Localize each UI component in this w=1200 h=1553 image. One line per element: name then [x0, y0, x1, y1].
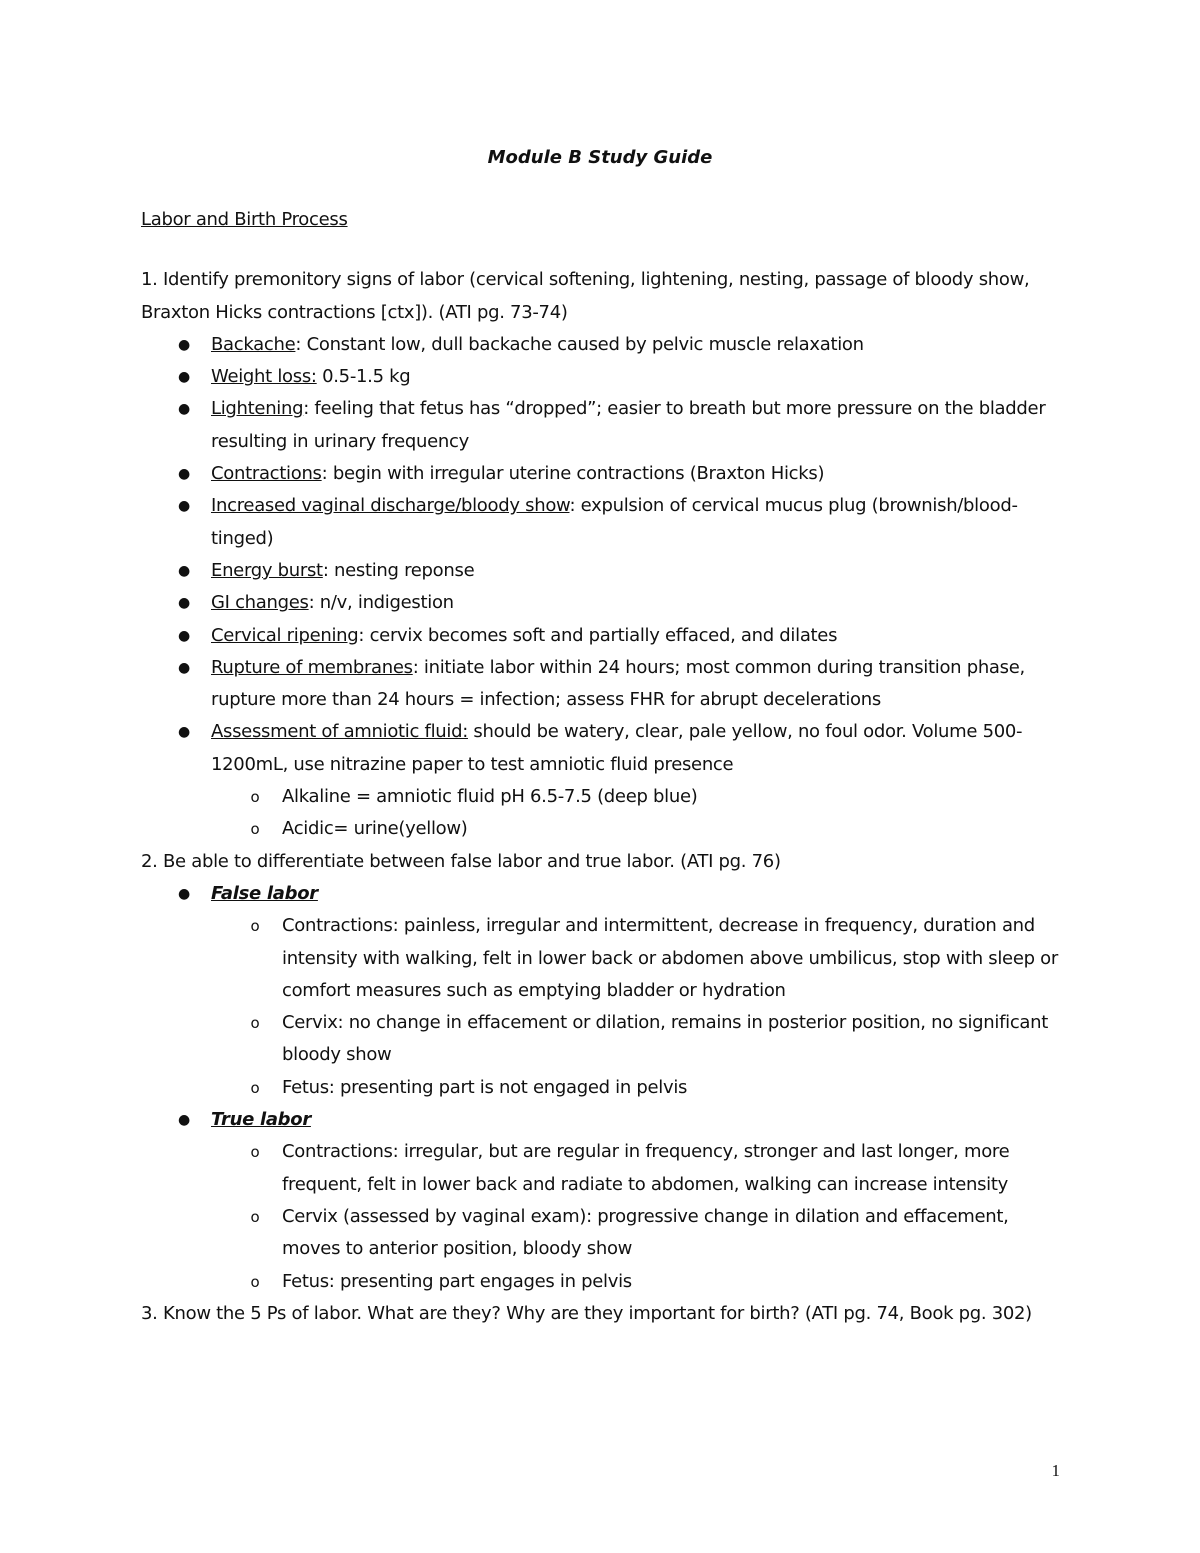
- circle-bullet-icon: o: [250, 1143, 260, 1162]
- circle-bullet-icon: o: [250, 917, 260, 936]
- bullet-icon: ●: [178, 498, 190, 515]
- question-1: 1. Identify premonitory signs of labor (cervical softening, lightening, nesting, passage of bloody show, Braxton Hicks contractions [ctx]). (ATI pg. 73-74): [141, 269, 1030, 323]
- item-text: n/v, indigestion: [314, 592, 454, 614]
- false-labor-label: False labor: [211, 882, 318, 904]
- document-title: Module B Study Guide: [487, 147, 713, 168]
- bullet-icon: ●: [178, 595, 190, 612]
- item-sep: :: [295, 333, 302, 355]
- item-sep: :: [303, 398, 310, 420]
- item-text: initiate labor within 24 hours; most common during transition phase, rupture more than 24 hours = infection; assess FHR for abrupt decelerations: [211, 656, 1025, 711]
- item-term: Lightening: [211, 398, 304, 420]
- sub-list-item: [141, 781, 1061, 813]
- item-text: 0.5-1.5 kg: [316, 366, 411, 388]
- true-labor-list: [211, 1136, 1061, 1297]
- section-heading: Labor and Birth Process: [141, 209, 348, 230]
- bullet-icon: ●: [178, 401, 190, 418]
- circle-bullet-icon: o: [250, 1207, 260, 1226]
- bullet-icon: ●: [178, 885, 190, 902]
- sub-list-item: [141, 1136, 1061, 1201]
- item-text: should be watery, clear, pale yellow, no foul odor. Volume 500-1200mL, use nitrazine paper to test amniotic fluid presence: [211, 721, 1023, 775]
- item-text: feeling that fetus has “dropped”; easier to breath but more pressure on the bladder resulting in urinary frequency: [211, 398, 1046, 452]
- sub-list-item: [141, 813, 1061, 845]
- item-term: Assessment of amniotic fluid:: [211, 721, 468, 743]
- sub-item-text: Contractions: irregular, but are regular in frequency, stronger and last longer, more frequent, felt in lower back and radiate to abdomen, walking can increase intensity: [282, 1141, 1010, 1195]
- bullet-icon: ●: [178, 562, 190, 579]
- item-term: Cervical ripening: [211, 624, 359, 646]
- sub-list-item: [141, 1007, 1061, 1072]
- circle-bullet-icon: o: [250, 788, 260, 807]
- item-text: Constant low, dull backache caused by pelvic muscle relaxation: [301, 333, 864, 355]
- true-labor-label: True labor: [211, 1109, 311, 1131]
- item-sep: :: [358, 624, 365, 646]
- list-item: [141, 329, 1061, 361]
- list-item: [141, 1104, 1061, 1298]
- page-number: 1: [1051, 1461, 1060, 1480]
- circle-bullet-icon: o: [250, 1272, 260, 1291]
- item-term: GI changes: [211, 592, 309, 614]
- list-item: [141, 587, 1061, 619]
- bullet-icon: ●: [178, 627, 190, 644]
- circle-bullet-icon: o: [250, 820, 260, 839]
- item-sep: :: [569, 495, 576, 517]
- sub-list-item: [141, 1266, 1061, 1298]
- sub-item-text: Cervix: no change in effacement or dilation, remains in posterior position, no significant bloody show: [282, 1012, 1049, 1066]
- bullet-icon: ●: [178, 369, 190, 386]
- list-item: [141, 393, 1061, 458]
- item-term: Contractions: [211, 463, 322, 485]
- circle-bullet-icon: o: [250, 1078, 260, 1097]
- list-item: [141, 490, 1061, 555]
- item-text: expulsion of cervical mucus plug (brownish/blood-tinged): [211, 495, 1018, 549]
- item-text: nesting reponse: [328, 559, 475, 581]
- list-item: [141, 620, 1061, 652]
- sub-list-item: [141, 1201, 1061, 1266]
- false-labor-list: [211, 910, 1061, 1104]
- list-item: [141, 555, 1061, 587]
- item-term: Rupture of membranes: [211, 656, 413, 678]
- item-text: begin with irregular uterine contractions (Braxton Hicks): [327, 463, 825, 485]
- sub-item-text: Alkaline = amniotic fluid pH 6.5-7.5 (deep blue): [282, 786, 698, 808]
- item-sep: :: [308, 592, 315, 614]
- premonitory-signs-list: [141, 329, 1061, 846]
- list-item: [141, 716, 1061, 845]
- question-2: 2. Be able to differentiate between false labor and true labor. (ATI pg. 76): [141, 850, 781, 872]
- sub-item-text: Cervix (assessed by vaginal exam): progressive change in dilation and effacement, moves to anterior position, bloody show: [282, 1205, 1009, 1260]
- item-sep: :: [322, 559, 329, 581]
- list-item: [141, 878, 1061, 1104]
- document-body: [141, 204, 1061, 1330]
- item-term: Weight loss:: [211, 366, 317, 388]
- list-item: [141, 458, 1061, 490]
- sub-list-item: [141, 910, 1061, 1007]
- item-term: Backache: [211, 333, 296, 355]
- sub-item-text: Fetus: presenting part is not engaged in pelvis: [282, 1076, 688, 1098]
- sub-item-text: Fetus: presenting part engages in pelvis: [282, 1270, 632, 1292]
- sub-item-text: Acidic= urine(yellow): [282, 818, 468, 840]
- item-text: cervix becomes soft and partially effaced, and dilates: [364, 624, 838, 646]
- item-sep: :: [321, 463, 328, 485]
- bullet-icon: ●: [178, 659, 190, 676]
- bullet-icon: ●: [178, 336, 190, 353]
- bullet-icon: ●: [178, 1112, 190, 1129]
- question-3: 3. Know the 5 Ps of labor. What are they? Why are they important for birth? (ATI pg. 74, Book pg. 302): [141, 1302, 1032, 1324]
- item-sep: :: [412, 656, 419, 678]
- circle-bullet-icon: o: [250, 1014, 260, 1033]
- item-term: Increased vaginal discharge/bloody show: [211, 495, 570, 517]
- labor-comparison-list: [141, 878, 1061, 1298]
- nitrazine-results-list: [211, 781, 1061, 846]
- sub-list-item: [141, 1072, 1061, 1104]
- bullet-icon: ●: [178, 466, 190, 483]
- list-item: [141, 652, 1061, 717]
- bullet-icon: ●: [178, 724, 190, 741]
- item-term: Energy burst: [211, 559, 323, 581]
- sub-item-text: Contractions: painless, irregular and intermittent, decrease in frequency, duration and intensity with walking, felt in lower back or abdomen above umbilicus, stop with sleep or comfort measures such as emptying bladder or hydration: [282, 915, 1058, 1001]
- list-item: [141, 361, 1061, 393]
